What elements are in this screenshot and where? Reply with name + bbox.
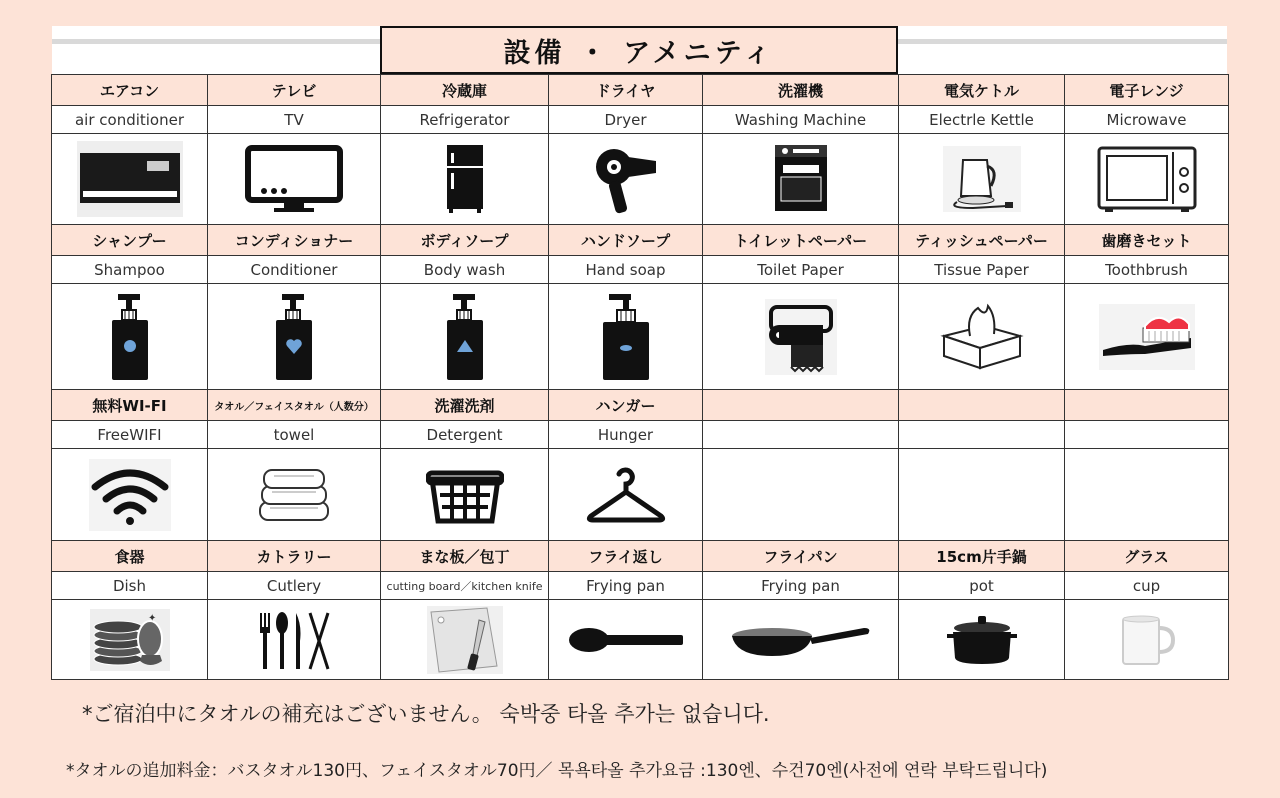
en-label: Body wash: [381, 256, 549, 284]
en-label: Electrle Kettle: [899, 106, 1065, 134]
row-3-jp: [52, 390, 1229, 421]
jp-label: テレビ: [208, 75, 381, 106]
body-wash-bottle-icon: [381, 284, 549, 390]
en-label: Detergent: [381, 421, 549, 449]
svg-text:✦: ✦: [147, 612, 156, 624]
en-label: Toothbrush: [1065, 256, 1229, 284]
jp-label: ティッシュペーパー: [899, 225, 1065, 256]
row-4-en: [52, 572, 1229, 600]
row-4-jp: [52, 541, 1229, 572]
laundry-basket-icon: [381, 449, 549, 541]
row-2-jp: [52, 225, 1229, 256]
jp-label: 無料WI-FI: [52, 390, 208, 421]
microwave-icon: [1065, 134, 1229, 225]
en-label: towel: [208, 421, 381, 449]
row-2-icons: [52, 284, 1229, 390]
jp-label: 食器: [52, 541, 208, 572]
washing-machine-icon: [703, 134, 899, 225]
jp-label: 洗濯洗剤: [381, 390, 549, 421]
kettle-icon: [899, 134, 1065, 225]
page-title: 設備 ・ アメニティ: [380, 26, 898, 74]
en-label: cup: [1065, 572, 1229, 600]
cutlery-icon: [208, 600, 381, 680]
row-2-en: [52, 256, 1229, 284]
jp-label: カトラリー: [208, 541, 381, 572]
hand-soap-bottle-icon: [549, 284, 703, 390]
shampoo-bottle-icon: [52, 284, 208, 390]
jp-label: エアコン: [52, 75, 208, 106]
frying-pan-icon: [703, 600, 899, 680]
jp-label: コンディショナー: [208, 225, 381, 256]
jp-label: [1065, 390, 1229, 421]
jp-label: [899, 390, 1065, 421]
en-label: Frying pan: [703, 572, 899, 600]
en-label: air conditioner: [52, 106, 208, 134]
en-label: Conditioner: [208, 256, 381, 284]
jp-label: まな板／包丁: [381, 541, 549, 572]
jp-label: ハンドソープ: [549, 225, 703, 256]
towel-refill-note: *ご宿泊中にタオルの補充はございません。 숙박중 타올 추가는 없습니다.: [82, 702, 770, 726]
jp-label: フライ返し: [549, 541, 703, 572]
row-1-jp: [52, 75, 1229, 106]
jp-label: 電子レンジ: [1065, 75, 1229, 106]
header-stripe-right: [898, 39, 1227, 44]
jp-label: ドライヤ: [549, 75, 703, 106]
cup-icon: [1065, 600, 1229, 680]
jp-label: フライパン: [703, 541, 899, 572]
hair-dryer-icon: [549, 134, 703, 225]
en-label: cutting board／kitchen knife: [381, 572, 549, 600]
conditioner-bottle-icon: [208, 284, 381, 390]
row-1-icons: [52, 134, 1229, 225]
tv-icon: [208, 134, 381, 225]
en-label: TV: [208, 106, 381, 134]
header-stripe-left: [52, 39, 380, 44]
en-label: FreeWIFI: [52, 421, 208, 449]
toilet-paper-icon: [703, 284, 899, 390]
en-label: Shampoo: [52, 256, 208, 284]
wifi-icon: [52, 449, 208, 541]
en-label: pot: [899, 572, 1065, 600]
en-label: [899, 421, 1065, 449]
en-label: Dish: [52, 572, 208, 600]
en-label: Hunger: [549, 421, 703, 449]
dishes-icon: [52, 600, 208, 680]
en-label: Dryer: [549, 106, 703, 134]
jp-label: シャンプー: [52, 225, 208, 256]
jp-label: 歯磨きセット: [1065, 225, 1229, 256]
row-1-en: [52, 106, 1229, 134]
en-label: Frying pan: [549, 572, 703, 600]
air-conditioner-icon: [52, 134, 208, 225]
towel-fee-note: *タオルの追加料金：バスタオル130円、フェイスタオル70円／ 목욕타올 추가요금 :130엔、수건70엔(사전에 연락 부탁드립니다): [66, 761, 1048, 781]
en-label: [1065, 421, 1229, 449]
refrigerator-icon: [381, 134, 549, 225]
en-label: [703, 421, 899, 449]
en-label: Toilet Paper: [703, 256, 899, 284]
jp-label: 電気ケトル: [899, 75, 1065, 106]
en-label: Microwave: [1065, 106, 1229, 134]
towel-icon: [208, 449, 381, 541]
tissue-box-icon: [899, 284, 1065, 390]
cutting-board-icon: [381, 600, 549, 680]
jp-label: グラス: [1065, 541, 1229, 572]
en-label: Washing Machine: [703, 106, 899, 134]
row-3-icons: [52, 449, 1229, 541]
en-label: Hand soap: [549, 256, 703, 284]
spatula-icon: [549, 600, 703, 680]
jp-label: [703, 390, 899, 421]
en-label: Refrigerator: [381, 106, 549, 134]
row-3-en: [52, 421, 1229, 449]
jp-label: 洗濯機: [703, 75, 899, 106]
row-4-icons: [52, 600, 1229, 680]
jp-label: タオル／フェイスタオル（人数分）: [208, 390, 381, 421]
jp-label: ボディソープ: [381, 225, 549, 256]
en-label: Cutlery: [208, 572, 381, 600]
amenity-table: [51, 74, 1229, 680]
jp-label: 冷蔵庫: [381, 75, 549, 106]
en-label: Tissue Paper: [899, 256, 1065, 284]
jp-label: トイレットペーパー: [703, 225, 899, 256]
jp-label: 15cm片手鍋: [899, 541, 1065, 572]
pot-icon: [899, 600, 1065, 680]
toothbrush-icon: [1065, 284, 1229, 390]
hanger-icon: [549, 449, 703, 541]
jp-label: ハンガー: [549, 390, 703, 421]
